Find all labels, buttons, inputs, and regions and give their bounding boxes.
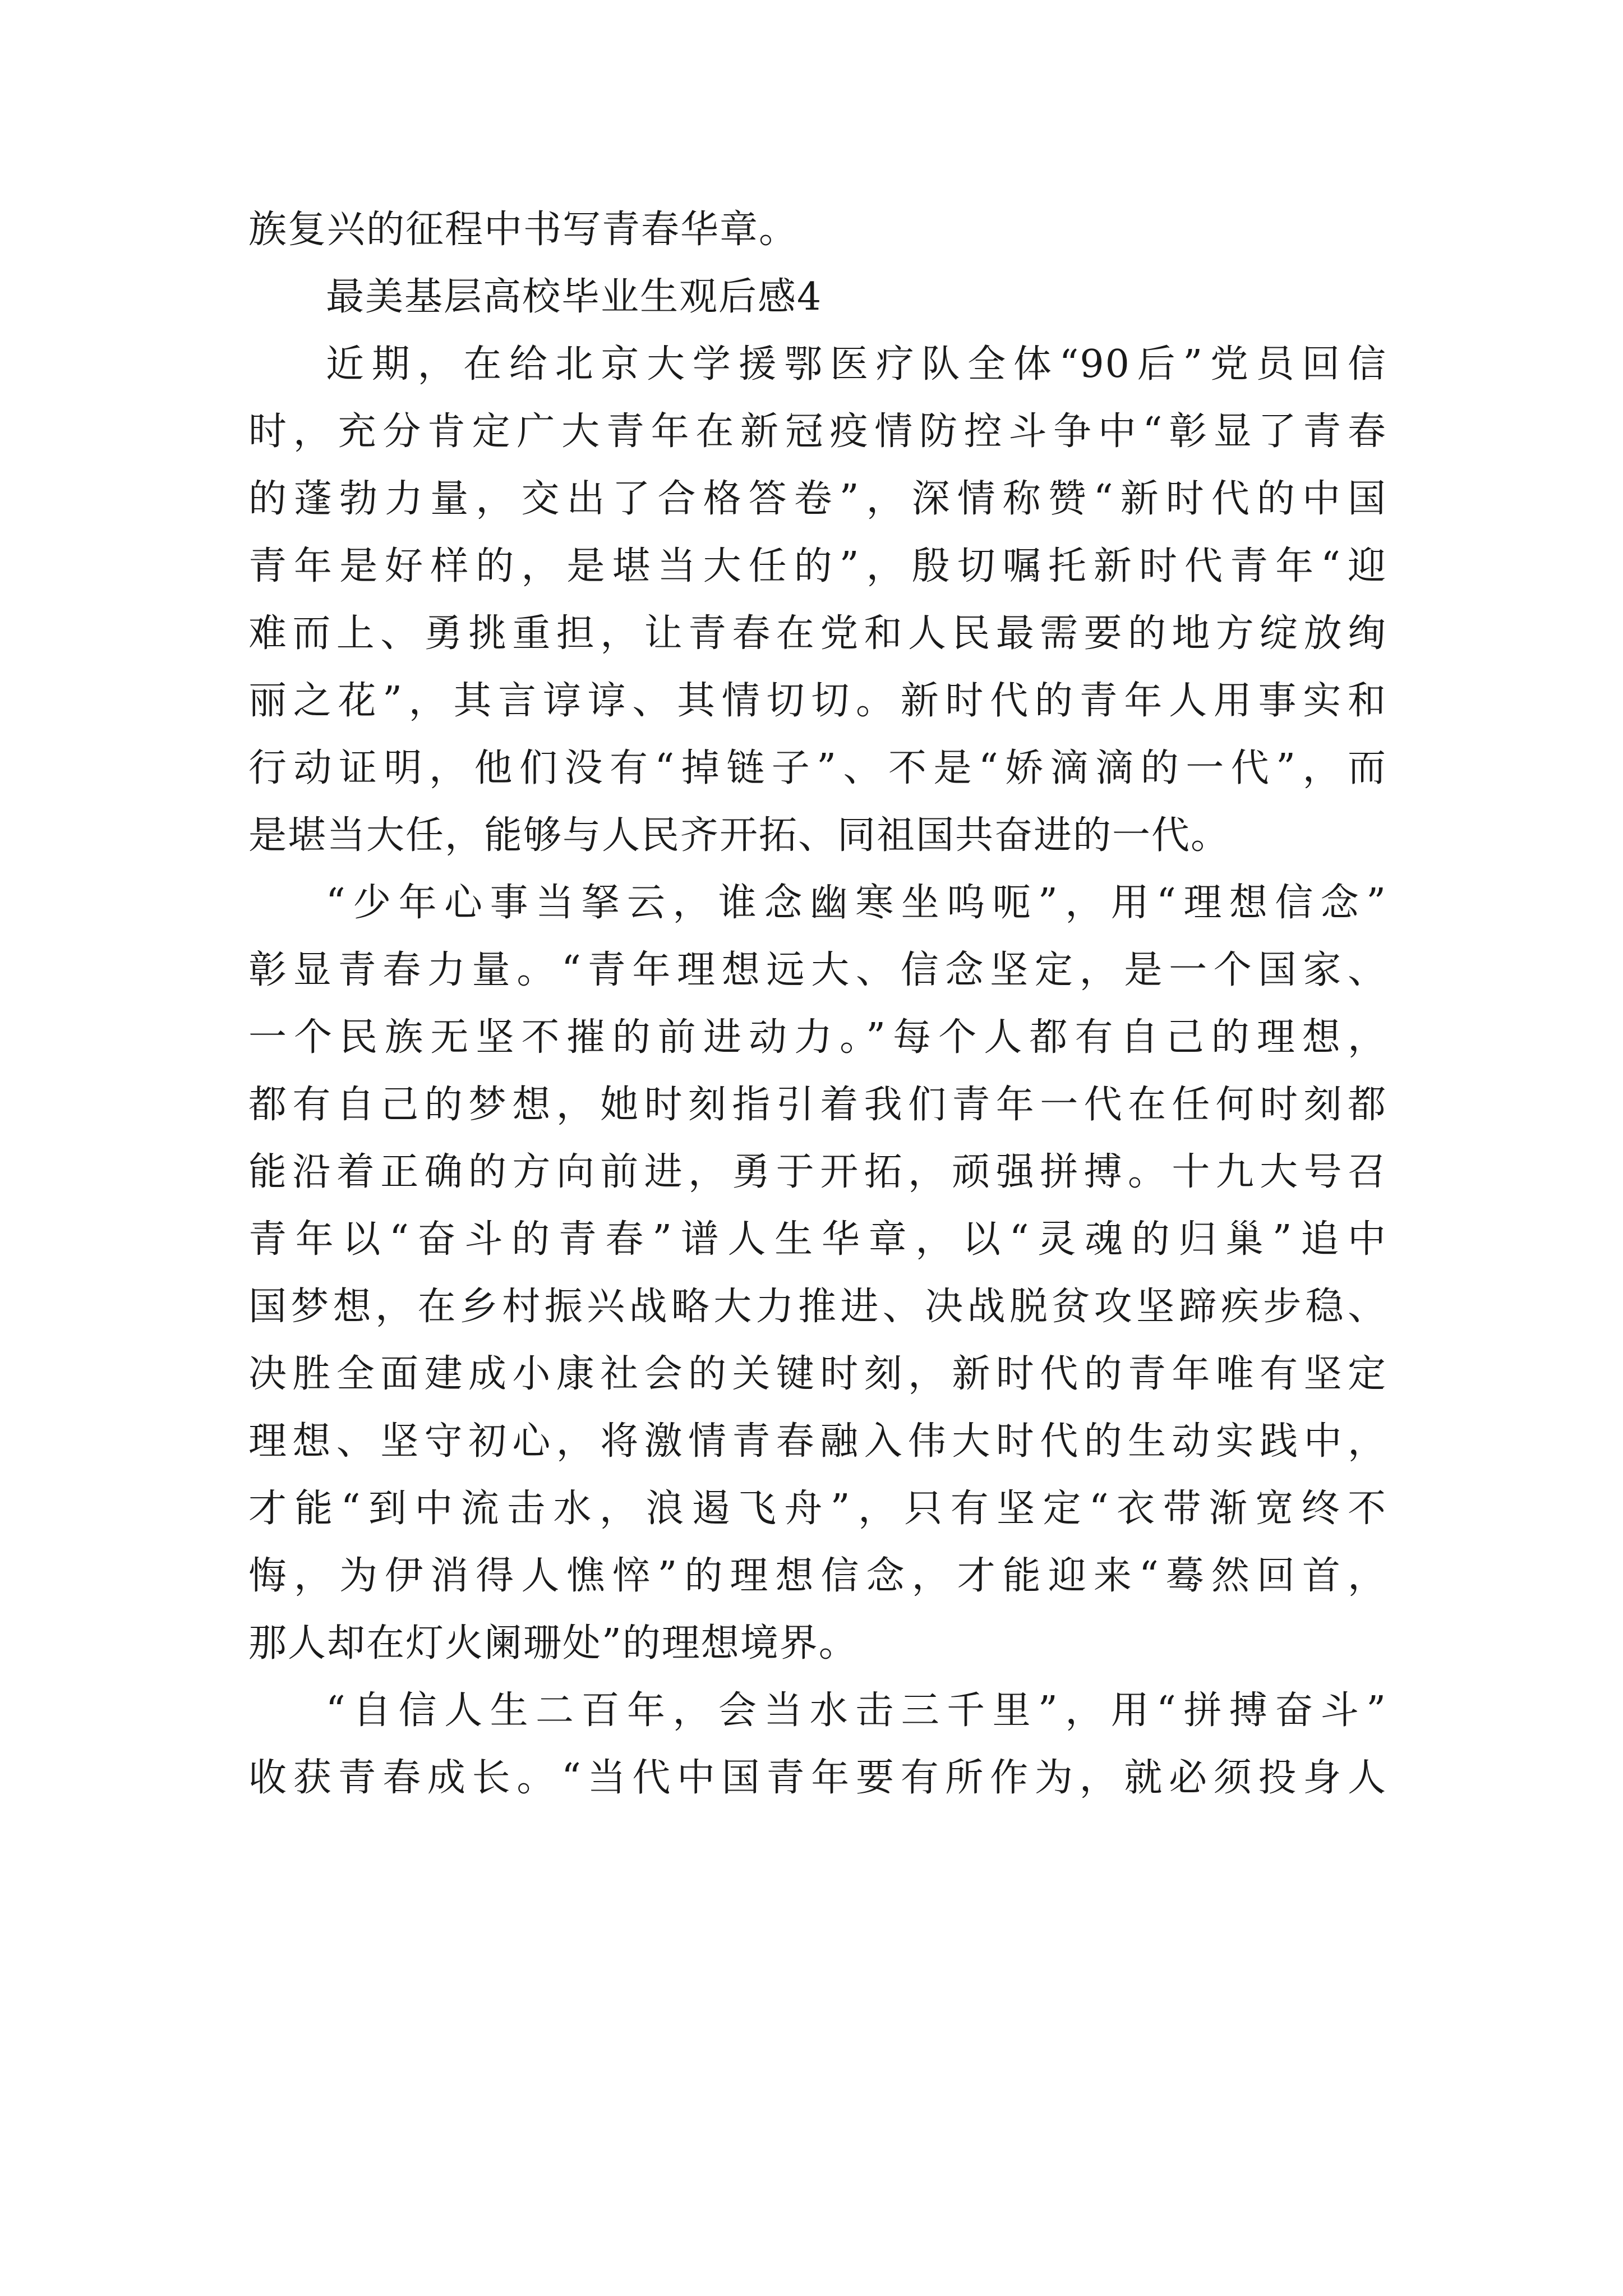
text-line: 难而上、勇挑重担，让青春在党和人民最需要的地方绽放绚 (248, 611, 1387, 656)
text-line: 彰显青春力量。“青年理想远大、信念坚定，是一个国家、 (248, 948, 1387, 992)
text-line: 近期，在给北京大学援鄂医疗队全体“90后”党员回信 (326, 342, 1387, 386)
text-line: 国梦想，在乡村振兴战略大力推进、决战脱贫攻坚蹄疾步稳、 (248, 1285, 1387, 1329)
text-line: 一个民族无坚不摧的前进动力。”每个人都有自己的理想， (248, 1015, 1387, 1060)
text-line: “少年心事当拏云，谁念幽寒坐呜呃”，用“理想信念” (326, 881, 1387, 925)
text-line: 那人却在灯火阑珊处”的理想境界。 (248, 1621, 858, 1665)
text-line: “自信人生二百年，会当水击三千里”，用“拼搏奋斗” (326, 1688, 1387, 1733)
text-line: 族复兴的征程中书写青春华章。 (248, 208, 799, 252)
text-line: 悔，为伊消得人憔悴”的理想信念，才能迎来“蓦然回首， (248, 1554, 1387, 1598)
text-line: 才能“到中流击水，浪遏飞舟”，只有坚定“衣带渐宽终不 (248, 1487, 1387, 1531)
text-line: 青年以“奋斗的青春”谱人生华章，以“灵魂的归巢”追中 (248, 1217, 1387, 1262)
section-heading: 最美基层高校毕业生观后感4 (326, 275, 823, 319)
text-line: 能沿着正确的方向前进，勇于开拓，顽强拼搏。十九大号召 (248, 1150, 1387, 1194)
text-line: 时，充分肯定广大青年在新冠疫情防控斗争中“彰显了青春 (248, 409, 1387, 454)
text-line: 是堪当大任，能够与人民齐开拓、同祖国共奋进的一代。 (248, 813, 1230, 858)
text-line: 青年是好样的，是堪当大任的”，殷切嘱托新时代青年“迎 (248, 544, 1387, 588)
document-body (248, 196, 1387, 1812)
text-line: 都有自己的梦想，她时刻指引着我们青年一代在任何时刻都 (248, 1083, 1387, 1127)
text-line: 行动证明，他们没有“掉链子”、不是“娇滴滴的一代”，而 (248, 746, 1387, 790)
text-line: 的蓬勃力量，交出了合格答卷”，深情称赞“新时代的中国 (248, 477, 1387, 521)
text-line: 理想、坚守初心，将激情青春融入伟大时代的生动实践中， (248, 1419, 1387, 1464)
text-line: 决胜全面建成小康社会的关键时刻，新时代的青年唯有坚定 (248, 1352, 1387, 1396)
text-line: 收获青春成长。“当代中国青年要有所作为，就必须投身人 (248, 1756, 1387, 1800)
text-line: 丽之花”，其言谆谆、其情切切。新时代的青年人用事实和 (248, 679, 1387, 723)
